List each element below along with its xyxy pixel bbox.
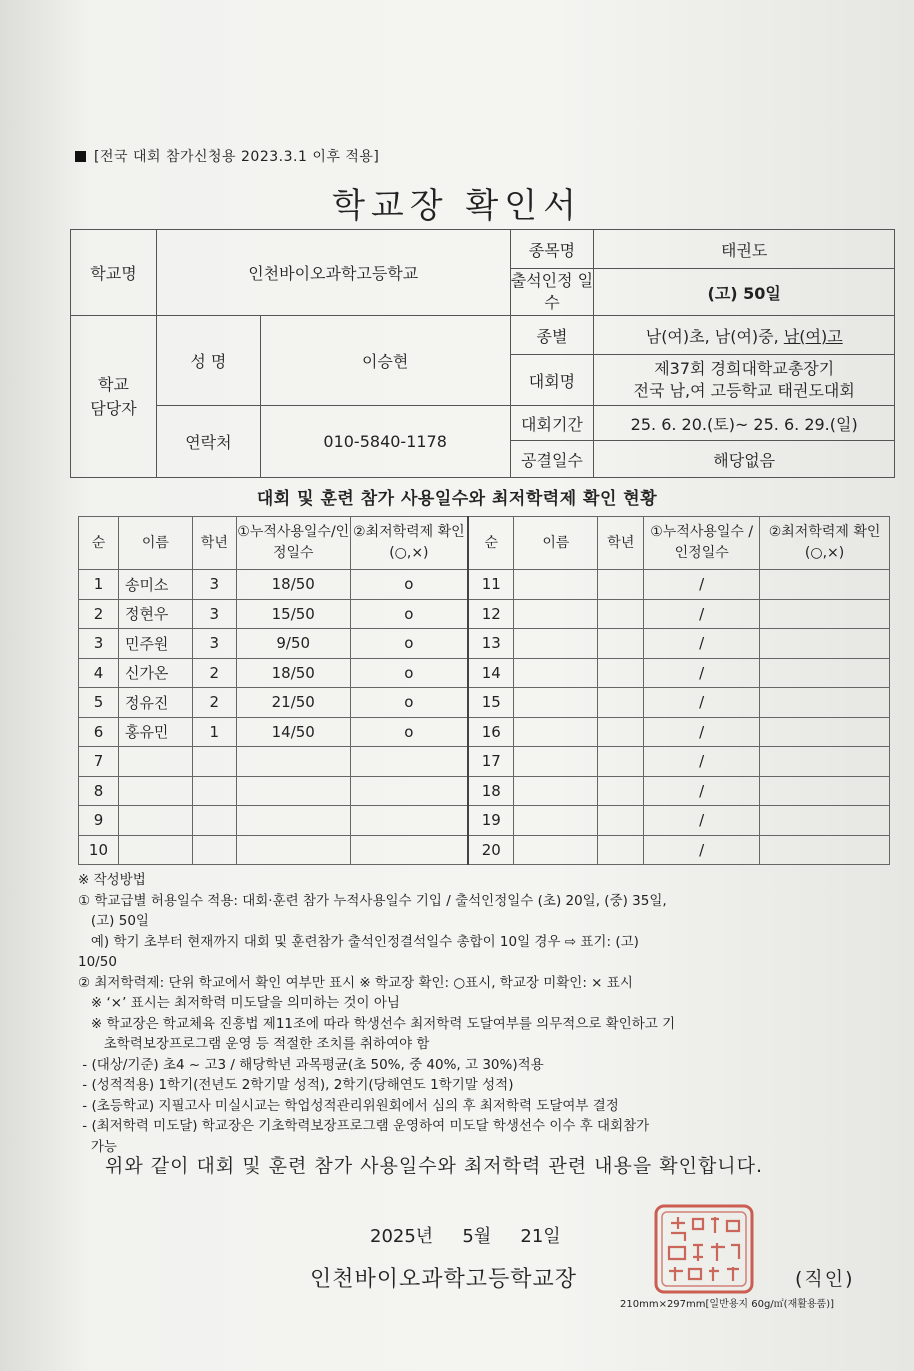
phone-value: 010-5840-1178 xyxy=(260,406,510,478)
writing-instructions xyxy=(78,870,893,1157)
note-line: 초학력보장프로그램 운영 등 적절한 조치를 취하여야 함 xyxy=(78,1036,430,1052)
section-title: 대회 및 훈련 참가 사용일수와 최저학력제 확인 현황 xyxy=(256,489,658,509)
event-label: 종목명 xyxy=(510,230,594,269)
official-seal-stamp xyxy=(653,1203,755,1295)
note-line: 10/50 xyxy=(78,954,117,970)
note-line: ② 최저학력제: 단위 학교에서 확인 여부만 표시 ※ 학교장 확인: ○표시, 학교장 미확인: × 표시 xyxy=(78,974,633,991)
school-label: 학교명 xyxy=(71,230,157,316)
note-line: ※ 학교장은 학교체육 진흥법 제11조에 따라 학생선수 최저학력 도달여부를 의무적으로 확인하고 기 xyxy=(78,1015,676,1032)
note-line: - (초등학교) 지필고사 미실시교는 학업성적관리위원회에서 심의 후 최저학력 도달여부 결정 xyxy=(78,1097,619,1114)
table-row: 1 송미소 3 18/50 o 11 / xyxy=(79,570,890,600)
table-row: 2 정현우 3 15/50 o 12 / xyxy=(79,599,890,629)
type-label: 종별 xyxy=(510,316,594,355)
absence-label: 공결일수 xyxy=(510,441,594,478)
note-line: - (최저학력 미도달) 학교장은 기초학력보장프로그램 운영하여 미도달 학생선수 이수 후 대회참가 xyxy=(78,1118,650,1134)
phone-label: 연락처 xyxy=(156,406,260,478)
note-line: 가능 xyxy=(78,1138,117,1155)
square-bullet-icon xyxy=(75,151,86,162)
attend-label: 출석인정 일수 xyxy=(510,269,594,316)
paper-size-footer: 210mm×297mm[일반용지 60g/㎡(재활용품)] xyxy=(620,1299,835,1310)
seal-label: (직인) xyxy=(795,1268,855,1290)
event-value: 태권도 xyxy=(594,230,895,269)
note-line: (고) 50일 xyxy=(78,913,149,929)
contact-label: 학교 담당자 xyxy=(71,316,157,478)
attend-value: (고) 50일 xyxy=(594,269,895,316)
confirmation-statement: 위와 같이 대회 및 훈련 참가 사용일수와 최저학력 관련 내용을 확인합니다. xyxy=(105,1155,764,1177)
name-label: 성 명 xyxy=(156,316,260,406)
contact-name: 이승현 xyxy=(260,316,510,406)
note-line: ※ ‘×’ 표시는 최저학력 미도달을 의미하는 것이 아님 xyxy=(78,995,400,1011)
absence-value: 해당없음 xyxy=(594,441,895,478)
athlete-table xyxy=(78,516,890,865)
period-value: 25. 6. 20.(토)~ 25. 6. 29.(일) xyxy=(594,406,895,441)
competition-name: 제37회 경희대학교총장기 전국 남,여 고등학교 태권도대회 xyxy=(594,355,895,406)
table-row: 5 정유진 2 21/50 o 15 / xyxy=(79,688,890,718)
note-line: - (성적적용) 1학기(전년도 2학기말 성적), 2학기(당해연도 1학기말 성적) xyxy=(78,1077,514,1093)
table-row: 10 20 / xyxy=(79,835,890,865)
note-line: ※ 작성방법 xyxy=(78,872,146,888)
issue-date: 2025년 5월 21일 xyxy=(370,1226,561,1247)
period-label: 대회기간 xyxy=(510,406,594,441)
table-row: 4 신가온 2 18/50 o 14 / xyxy=(79,658,890,688)
competition-label: 대회명 xyxy=(510,355,594,406)
note-line: 예) 학기 초부터 현재까지 대회 및 훈련참가 출석인정결석일수 총합이 10일 경우 ⇨ 표기: (고) xyxy=(78,933,639,950)
form-header-note: [전국 대회 참가신청용 2023.3.1 이후 적용] xyxy=(75,146,379,166)
table-row: 7 17 / xyxy=(79,747,890,777)
type-value: 남(여)초, 남(여)중, 남(여)고 xyxy=(594,316,895,355)
table-row: 3 민주원 3 9/50 o 13 / xyxy=(79,629,890,659)
table-row: 6 홍유민 1 14/50 o 16 / xyxy=(79,717,890,747)
note-line: - (대상/기준) 초4 ~ 고3 / 해당학년 과목평균(초 50%, 중 40%, 고 30%)적용 xyxy=(78,1056,544,1073)
note-line: ① 학교급별 허용일수 적용: 대회·훈련 참가 누적사용일수 기입 / 출석인정일수 (초) 20일, (중) 35일, xyxy=(78,892,667,909)
table-header-row: 순 이름 학년 ①누적사용일수/인정일수 ②최저학력제 확인(○,×) 순 이름 학년 ①누적사용일수 /인정일수 ②최저학력제 확인(○,×) xyxy=(79,517,890,570)
table-row: 9 19 / xyxy=(79,806,890,836)
school-info-table xyxy=(70,229,895,478)
principal-name: 인천바이오과학고등학교장 xyxy=(310,1267,578,1292)
document-title: 학교장 확인서 xyxy=(332,186,582,226)
table-row: 8 18 / xyxy=(79,776,890,806)
school-name: 인천바이오과학고등학교 xyxy=(156,230,510,316)
